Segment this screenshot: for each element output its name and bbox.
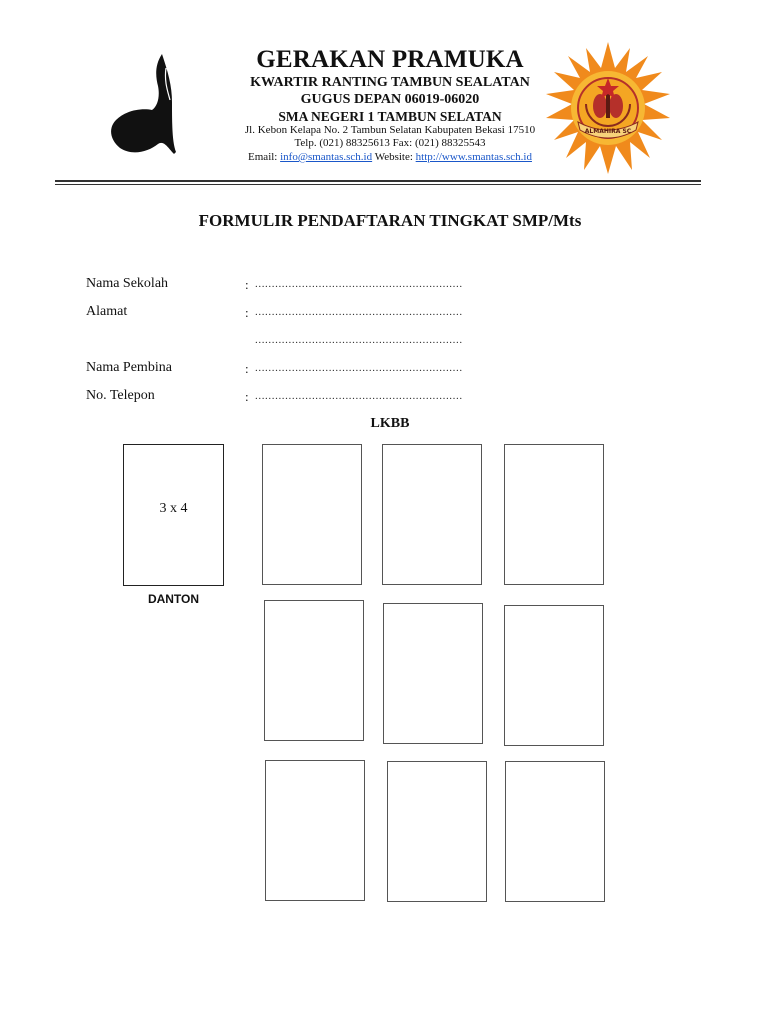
field-colon: : bbox=[245, 277, 249, 292]
field-input-nama-pembina[interactable]: .............................................................. bbox=[255, 362, 463, 374]
almahira-sun-emblem bbox=[542, 40, 674, 176]
member-photo-slot bbox=[264, 600, 364, 741]
org-title: GERAKAN PRAMUKA bbox=[256, 46, 524, 73]
header-divider-thick bbox=[55, 180, 701, 182]
member-photo-slot bbox=[262, 444, 362, 585]
kwartir-line: KWARTIR RANTING TAMBUN SEALATAN bbox=[250, 75, 530, 90]
form-title: FORMULIR PENDAFTARAN TINGKAT SMP/Mts bbox=[198, 211, 582, 230]
address-line: Jl. Kebon Kelapa No. 2 Tambun Selatan Kabupaten Bekasi 17510 bbox=[244, 124, 536, 136]
school-line: SMA NEGERI 1 TAMBUN SELATAN bbox=[278, 109, 502, 124]
field-input-alamat[interactable]: .............................................................. bbox=[255, 306, 463, 318]
field-colon: : bbox=[245, 305, 249, 320]
member-photo-slot bbox=[383, 603, 483, 744]
field-label-no-telepon: No. Telepon bbox=[86, 388, 155, 403]
member-photo-slot bbox=[504, 605, 604, 746]
emblem-text: ALMAHIRA SC bbox=[584, 128, 632, 135]
field-colon: : bbox=[245, 361, 249, 376]
field-input-alamat-line2[interactable]: .............................................................. bbox=[255, 334, 463, 346]
danton-photo-size: 3 x 4 bbox=[159, 501, 188, 516]
field-colon: : bbox=[245, 389, 249, 404]
gugus-depan-line: GUGUS DEPAN 06019-06020 bbox=[300, 92, 480, 107]
header-divider-thin bbox=[55, 184, 701, 185]
member-photo-slot bbox=[265, 760, 365, 901]
field-input-nama-sekolah[interactable]: .............................................................. bbox=[255, 278, 463, 290]
contact-line bbox=[200, 151, 580, 163]
lkbb-heading: LKBB bbox=[370, 416, 410, 431]
website-link[interactable]: http://www.smantas.sch.id bbox=[415, 151, 532, 163]
member-photo-slot bbox=[387, 761, 487, 902]
field-input-no-telepon[interactable]: .............................................................. bbox=[255, 390, 463, 402]
phone-fax-line: Telp. (021) 88325613 Fax: (021) 88325543 bbox=[294, 137, 486, 149]
field-label-alamat: Alamat bbox=[86, 304, 128, 319]
field-label-nama-sekolah: Nama Sekolah bbox=[86, 276, 169, 291]
email-link[interactable]: info@smantas.sch.id bbox=[280, 151, 373, 163]
danton-label: DANTON bbox=[147, 592, 200, 606]
letterhead bbox=[0, 0, 768, 190]
tunas-kelapa-logo bbox=[106, 52, 180, 156]
email-label: Email: bbox=[248, 151, 278, 163]
member-photo-slot bbox=[504, 444, 604, 585]
member-photo-slot bbox=[382, 444, 482, 585]
website-label: Website: bbox=[374, 151, 413, 163]
member-photo-slot bbox=[505, 761, 605, 902]
field-label-nama-pembina: Nama Pembina bbox=[86, 360, 172, 375]
